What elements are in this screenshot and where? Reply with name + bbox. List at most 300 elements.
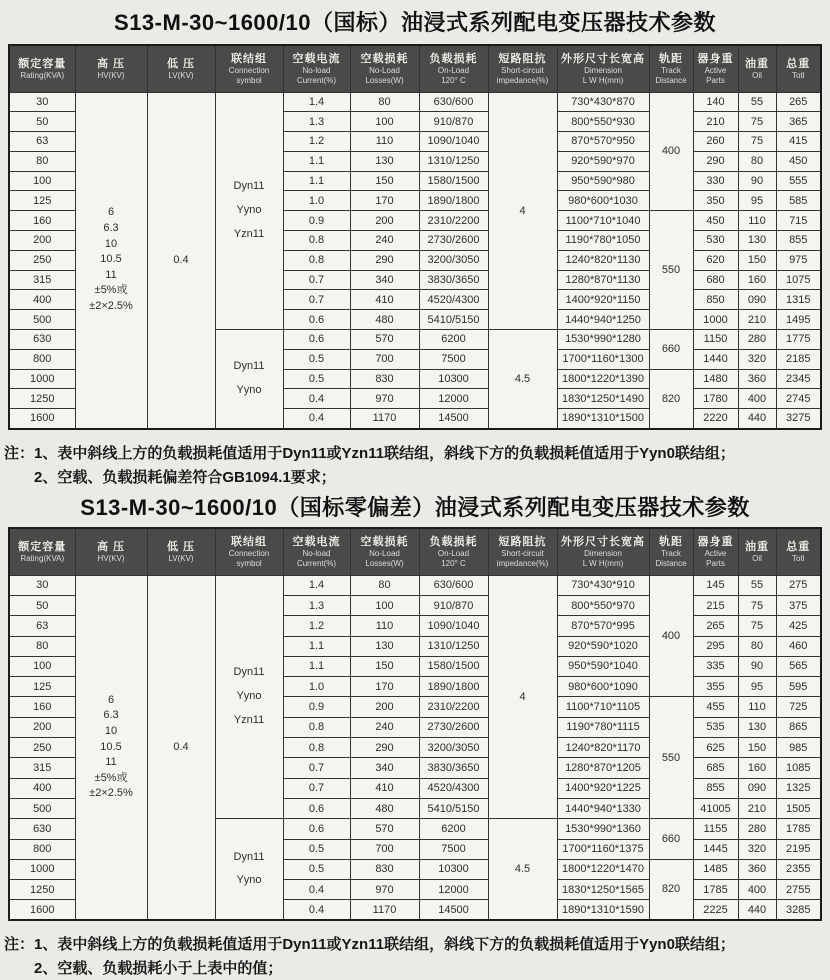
cell-noload: 100 xyxy=(350,595,419,615)
cell-onload: 10300 xyxy=(419,859,488,879)
cell-impedance: 4 xyxy=(488,92,557,330)
header-total: 总重 Totl xyxy=(776,528,821,575)
header-impedance: 短路阻抗 Short-circuit impedance(%) xyxy=(488,528,557,575)
cell-oil: 75 xyxy=(738,616,776,636)
header-row xyxy=(9,45,821,92)
cell-active: 530 xyxy=(693,231,738,251)
header-oil: 油重 Oil xyxy=(738,45,776,92)
cell-dimension: 800*550*970 xyxy=(557,595,649,615)
cell-total: 565 xyxy=(776,656,821,676)
cell-active: 335 xyxy=(693,656,738,676)
cell-dimension: 1100*710*1040 xyxy=(557,211,649,231)
cell-active: 1150 xyxy=(693,330,738,350)
cell-noload: 200 xyxy=(350,211,419,231)
cell-current: 1.4 xyxy=(283,575,350,595)
cell-track: 820 xyxy=(649,369,693,428)
notes-block xyxy=(4,934,830,980)
cell-current: 0.7 xyxy=(283,778,350,798)
cell-total: 1075 xyxy=(776,270,821,290)
cell-active: 41005 xyxy=(693,798,738,818)
cell-connection: Dyn11 Yyno xyxy=(215,819,283,920)
cell-active: 450 xyxy=(693,211,738,231)
cell-total: 1085 xyxy=(776,758,821,778)
cell-active: 535 xyxy=(693,717,738,737)
cell-onload: 6200 xyxy=(419,330,488,350)
cell-rating: 30 xyxy=(9,92,75,112)
cell-dimension: 1100*710*1105 xyxy=(557,697,649,717)
cell-rating: 200 xyxy=(9,231,75,251)
transformer-parameters-table-gb xyxy=(8,44,822,430)
cell-onload: 1890/1800 xyxy=(419,677,488,697)
cell-noload: 480 xyxy=(350,310,419,330)
cell-hv: 6 6.3 10 10.5 11 ±5%或 ±2×2.5% xyxy=(75,92,147,429)
cell-noload: 830 xyxy=(350,369,419,389)
cell-dimension: 1240*820*1170 xyxy=(557,738,649,758)
cell-total: 715 xyxy=(776,211,821,231)
header-onload: 负载损耗 On-Load 120° C xyxy=(419,528,488,575)
cell-total: 450 xyxy=(776,151,821,171)
cell-oil: 150 xyxy=(738,250,776,270)
cell-dimension: 1440*940*1330 xyxy=(557,798,649,818)
cell-total: 2195 xyxy=(776,839,821,859)
cell-noload: 480 xyxy=(350,798,419,818)
cell-current: 0.5 xyxy=(283,859,350,879)
cell-current: 0.4 xyxy=(283,389,350,409)
cell-rating: 1000 xyxy=(9,369,75,389)
cell-dimension: 1190*780*1050 xyxy=(557,231,649,251)
cell-total: 3285 xyxy=(776,900,821,920)
cell-onload: 1580/1500 xyxy=(419,656,488,676)
cell-onload: 5410/5150 xyxy=(419,798,488,818)
notes-block xyxy=(4,443,830,489)
cell-rating: 50 xyxy=(9,112,75,132)
cell-dimension: 1190*780*1115 xyxy=(557,717,649,737)
table-row xyxy=(9,575,821,595)
cell-oil: 360 xyxy=(738,369,776,389)
cell-hv: 6 6.3 10 10.5 11 ±5%或 ±2×2.5% xyxy=(75,575,147,920)
cell-onload: 14500 xyxy=(419,900,488,920)
cell-dimension: 1240*820*1130 xyxy=(557,250,649,270)
header-rating: 额定容量 Rating(KVA) xyxy=(9,528,75,575)
note-line-1: 注：1、表中斜线上方的负载损耗值适用于Dyn11或Yzn11联结组，斜线下方的负载损耗值适用于Yyn0联结组； xyxy=(4,444,735,462)
cell-current: 0.6 xyxy=(283,819,350,839)
cell-dimension: 730*430*870 xyxy=(557,92,649,112)
cell-active: 145 xyxy=(693,575,738,595)
cell-noload: 240 xyxy=(350,231,419,251)
cell-total: 365 xyxy=(776,112,821,132)
cell-total: 1495 xyxy=(776,310,821,330)
cell-current: 0.4 xyxy=(283,409,350,429)
cell-dimension: 1830*1250*1565 xyxy=(557,880,649,900)
cell-connection: Dyn11 Yyno Yzn11 xyxy=(215,92,283,330)
cell-active: 855 xyxy=(693,778,738,798)
cell-total: 2755 xyxy=(776,880,821,900)
header-total: 总重 Totl xyxy=(776,45,821,92)
cell-total: 275 xyxy=(776,575,821,595)
cell-onload: 1310/1250 xyxy=(419,636,488,656)
cell-total: 415 xyxy=(776,132,821,152)
cell-active: 330 xyxy=(693,171,738,191)
cell-active: 1445 xyxy=(693,839,738,859)
header-hv: 高 压 HV(KV) xyxy=(75,528,147,575)
cell-rating: 80 xyxy=(9,636,75,656)
cell-onload: 2730/2600 xyxy=(419,231,488,251)
table-row xyxy=(9,92,821,112)
cell-dimension: 1530*990*1280 xyxy=(557,330,649,350)
cell-oil: 280 xyxy=(738,819,776,839)
cell-onload: 910/870 xyxy=(419,112,488,132)
cell-rating: 1000 xyxy=(9,859,75,879)
cell-noload: 110 xyxy=(350,616,419,636)
cell-active: 355 xyxy=(693,677,738,697)
cell-lv: 0.4 xyxy=(147,575,215,920)
header-rating: 额定容量 Rating(KVA) xyxy=(9,45,75,92)
cell-rating: 315 xyxy=(9,270,75,290)
cell-dimension: 1400*920*1150 xyxy=(557,290,649,310)
cell-current: 1.1 xyxy=(283,171,350,191)
header-noload: 空载损耗 No-Load Losses(W) xyxy=(350,45,419,92)
cell-current: 0.8 xyxy=(283,250,350,270)
cell-dimension: 1700*1160*1375 xyxy=(557,839,649,859)
cell-dimension: 1280*870*1205 xyxy=(557,758,649,778)
cell-current: 0.6 xyxy=(283,310,350,330)
cell-onload: 1090/1040 xyxy=(419,616,488,636)
cell-active: 1000 xyxy=(693,310,738,330)
cell-oil: 55 xyxy=(738,575,776,595)
note-line-2: 2、空载、负载损耗偏差符合GB1094.1要求； xyxy=(34,468,336,486)
cell-onload: 6200 xyxy=(419,819,488,839)
cell-current: 1.1 xyxy=(283,656,350,676)
cell-total: 585 xyxy=(776,191,821,211)
header-hv: 高 压 HV(KV) xyxy=(75,45,147,92)
cell-onload: 1580/1500 xyxy=(419,171,488,191)
header-connection: 联结组 Connection symbol xyxy=(215,45,283,92)
cell-rating: 125 xyxy=(9,677,75,697)
table-body xyxy=(9,575,821,920)
cell-current: 0.5 xyxy=(283,839,350,859)
cell-total: 375 xyxy=(776,595,821,615)
header-current: 空载电流 No-load Current(%) xyxy=(283,528,350,575)
cell-total: 1775 xyxy=(776,330,821,350)
cell-rating: 160 xyxy=(9,697,75,717)
cell-dimension: 1700*1160*1300 xyxy=(557,349,649,369)
cell-onload: 4520/4300 xyxy=(419,290,488,310)
header-lv: 低 压 LV(KV) xyxy=(147,45,215,92)
cell-oil: 90 xyxy=(738,171,776,191)
cell-active: 620 xyxy=(693,250,738,270)
cell-impedance: 4.5 xyxy=(488,819,557,920)
cell-rating: 50 xyxy=(9,595,75,615)
cell-current: 1.1 xyxy=(283,151,350,171)
cell-noload: 290 xyxy=(350,250,419,270)
cell-active: 1780 xyxy=(693,389,738,409)
cell-onload: 12000 xyxy=(419,389,488,409)
cell-active: 455 xyxy=(693,697,738,717)
cell-active: 850 xyxy=(693,290,738,310)
cell-rating: 160 xyxy=(9,211,75,231)
cell-onload: 10300 xyxy=(419,369,488,389)
cell-active: 295 xyxy=(693,636,738,656)
cell-noload: 240 xyxy=(350,717,419,737)
header-lv: 低 压 LV(KV) xyxy=(147,528,215,575)
cell-current: 1.1 xyxy=(283,636,350,656)
cell-onload: 7500 xyxy=(419,349,488,369)
cell-onload: 2310/2200 xyxy=(419,697,488,717)
header-impedance: 短路阻抗 Short-circuit impedance(%) xyxy=(488,45,557,92)
table-header xyxy=(9,45,821,92)
cell-rating: 250 xyxy=(9,250,75,270)
cell-active: 215 xyxy=(693,595,738,615)
cell-noload: 700 xyxy=(350,839,419,859)
cell-noload: 340 xyxy=(350,758,419,778)
cell-onload: 2310/2200 xyxy=(419,211,488,231)
cell-current: 1.2 xyxy=(283,616,350,636)
cell-total: 555 xyxy=(776,171,821,191)
cell-active: 1480 xyxy=(693,369,738,389)
cell-rating: 630 xyxy=(9,330,75,350)
cell-total: 725 xyxy=(776,697,821,717)
cell-total: 425 xyxy=(776,616,821,636)
cell-rating: 800 xyxy=(9,349,75,369)
cell-total: 595 xyxy=(776,677,821,697)
cell-oil: 440 xyxy=(738,900,776,920)
cell-rating: 500 xyxy=(9,310,75,330)
cell-total: 2745 xyxy=(776,389,821,409)
cell-active: 1785 xyxy=(693,880,738,900)
cell-noload: 700 xyxy=(350,349,419,369)
cell-dimension: 920*590*970 xyxy=(557,151,649,171)
header-track: 轨距 Track Distance xyxy=(649,528,693,575)
cell-rating: 250 xyxy=(9,738,75,758)
cell-oil: 210 xyxy=(738,798,776,818)
cell-rating: 1600 xyxy=(9,900,75,920)
cell-dimension: 1400*920*1225 xyxy=(557,778,649,798)
cell-track: 400 xyxy=(649,92,693,211)
cell-current: 0.8 xyxy=(283,738,350,758)
cell-oil: 110 xyxy=(738,697,776,717)
cell-rating: 630 xyxy=(9,819,75,839)
cell-total: 1785 xyxy=(776,819,821,839)
header-connection: 联结组 Connection symbol xyxy=(215,528,283,575)
cell-current: 0.7 xyxy=(283,270,350,290)
cell-current: 0.9 xyxy=(283,211,350,231)
cell-current: 0.5 xyxy=(283,349,350,369)
cell-dimension: 1830*1250*1490 xyxy=(557,389,649,409)
cell-current: 0.6 xyxy=(283,798,350,818)
cell-total: 1325 xyxy=(776,778,821,798)
cell-dimension: 1280*870*1130 xyxy=(557,270,649,290)
cell-onload: 3200/3050 xyxy=(419,738,488,758)
cell-dimension: 1800*1220*1390 xyxy=(557,369,649,389)
table-section-gb xyxy=(0,6,830,488)
cell-oil: 95 xyxy=(738,677,776,697)
cell-oil: 090 xyxy=(738,290,776,310)
cell-active: 680 xyxy=(693,270,738,290)
cell-active: 2220 xyxy=(693,409,738,429)
cell-oil: 320 xyxy=(738,839,776,859)
cell-oil: 440 xyxy=(738,409,776,429)
cell-dimension: 980*600*1030 xyxy=(557,191,649,211)
cell-noload: 570 xyxy=(350,330,419,350)
cell-onload: 1890/1800 xyxy=(419,191,488,211)
cell-active: 260 xyxy=(693,132,738,152)
cell-onload: 7500 xyxy=(419,839,488,859)
header-current: 空载电流 No-load Current(%) xyxy=(283,45,350,92)
cell-oil: 80 xyxy=(738,636,776,656)
cell-total: 1315 xyxy=(776,290,821,310)
cell-current: 1.4 xyxy=(283,92,350,112)
cell-oil: 210 xyxy=(738,310,776,330)
cell-connection: Dyn11 Yyno Yzn11 xyxy=(215,575,283,819)
cell-oil: 280 xyxy=(738,330,776,350)
cell-current: 1.3 xyxy=(283,112,350,132)
cell-noload: 970 xyxy=(350,389,419,409)
cell-onload: 910/870 xyxy=(419,595,488,615)
cell-noload: 80 xyxy=(350,92,419,112)
cell-active: 2225 xyxy=(693,900,738,920)
cell-impedance: 4 xyxy=(488,575,557,819)
header-noload: 空载损耗 No-Load Losses(W) xyxy=(350,528,419,575)
cell-current: 1.3 xyxy=(283,595,350,615)
cell-track: 400 xyxy=(649,575,693,697)
cell-noload: 150 xyxy=(350,656,419,676)
transformer-parameters-table-gb-zero-deviation xyxy=(8,527,822,921)
table-section-gb-zero-deviation xyxy=(0,491,830,980)
cell-rating: 1250 xyxy=(9,389,75,409)
cell-oil: 320 xyxy=(738,349,776,369)
cell-oil: 090 xyxy=(738,778,776,798)
cell-total: 975 xyxy=(776,250,821,270)
cell-current: 1.0 xyxy=(283,191,350,211)
cell-rating: 63 xyxy=(9,616,75,636)
cell-active: 140 xyxy=(693,92,738,112)
cell-oil: 75 xyxy=(738,132,776,152)
cell-rating: 500 xyxy=(9,798,75,818)
cell-noload: 410 xyxy=(350,778,419,798)
note-line-1: 注：1、表中斜线上方的负载损耗值适用于Dyn11或Yzn11联结组，斜线下方的负载损耗值适用于Yyn0联结组； xyxy=(4,936,735,954)
cell-current: 0.4 xyxy=(283,900,350,920)
cell-active: 1155 xyxy=(693,819,738,839)
cell-rating: 1250 xyxy=(9,880,75,900)
cell-onload: 1090/1040 xyxy=(419,132,488,152)
cell-current: 0.4 xyxy=(283,880,350,900)
cell-rating: 100 xyxy=(9,656,75,676)
header-onload: 负载损耗 On-Load 120° C xyxy=(419,45,488,92)
cell-rating: 400 xyxy=(9,778,75,798)
cell-current: 0.8 xyxy=(283,717,350,737)
cell-dimension: 980*600*1090 xyxy=(557,677,649,697)
cell-dimension: 1890*1310*1590 xyxy=(557,900,649,920)
cell-rating: 30 xyxy=(9,575,75,595)
cell-track: 660 xyxy=(649,330,693,370)
cell-noload: 830 xyxy=(350,859,419,879)
cell-onload: 3830/3650 xyxy=(419,270,488,290)
cell-dimension: 1440*940*1250 xyxy=(557,310,649,330)
cell-noload: 110 xyxy=(350,132,419,152)
cell-rating: 1600 xyxy=(9,409,75,429)
cell-track: 550 xyxy=(649,211,693,330)
cell-onload: 3830/3650 xyxy=(419,758,488,778)
cell-total: 2355 xyxy=(776,859,821,879)
cell-noload: 410 xyxy=(350,290,419,310)
cell-oil: 130 xyxy=(738,231,776,251)
cell-onload: 630/600 xyxy=(419,92,488,112)
note-line-2: 2、空载、负载损耗小于上表中的值； xyxy=(34,960,283,978)
cell-oil: 400 xyxy=(738,389,776,409)
cell-oil: 75 xyxy=(738,112,776,132)
header-track: 轨距 Track Distance xyxy=(649,45,693,92)
table-body xyxy=(9,92,821,429)
cell-oil: 80 xyxy=(738,151,776,171)
cell-dimension: 950*590*980 xyxy=(557,171,649,191)
cell-oil: 95 xyxy=(738,191,776,211)
cell-current: 0.7 xyxy=(283,290,350,310)
cell-oil: 360 xyxy=(738,859,776,879)
cell-total: 985 xyxy=(776,738,821,758)
cell-noload: 970 xyxy=(350,880,419,900)
cell-rating: 400 xyxy=(9,290,75,310)
cell-onload: 5410/5150 xyxy=(419,310,488,330)
cell-oil: 150 xyxy=(738,738,776,758)
cell-noload: 130 xyxy=(350,636,419,656)
cell-rating: 200 xyxy=(9,717,75,737)
cell-noload: 290 xyxy=(350,738,419,758)
cell-oil: 55 xyxy=(738,92,776,112)
cell-impedance: 4.5 xyxy=(488,330,557,429)
table-header xyxy=(9,528,821,575)
cell-total: 2345 xyxy=(776,369,821,389)
cell-active: 210 xyxy=(693,112,738,132)
cell-lv: 0.4 xyxy=(147,92,215,429)
cell-dimension: 730*430*910 xyxy=(557,575,649,595)
cell-track: 660 xyxy=(649,819,693,860)
cell-oil: 130 xyxy=(738,717,776,737)
cell-dimension: 1890*1310*1500 xyxy=(557,409,649,429)
cell-total: 855 xyxy=(776,231,821,251)
cell-oil: 160 xyxy=(738,758,776,778)
cell-total: 460 xyxy=(776,636,821,656)
cell-noload: 170 xyxy=(350,191,419,211)
cell-current: 0.6 xyxy=(283,330,350,350)
cell-noload: 570 xyxy=(350,819,419,839)
cell-noload: 340 xyxy=(350,270,419,290)
cell-onload: 4520/4300 xyxy=(419,778,488,798)
cell-active: 265 xyxy=(693,616,738,636)
cell-onload: 630/600 xyxy=(419,575,488,595)
cell-noload: 200 xyxy=(350,697,419,717)
table-title-gb: S13-M-30~1600/10（国标）油浸式系列配电变压器技术参数 xyxy=(114,10,716,35)
cell-rating: 63 xyxy=(9,132,75,152)
cell-track: 550 xyxy=(649,697,693,819)
cell-dimension: 920*590*1020 xyxy=(557,636,649,656)
header-active: 器身重 Active Parts xyxy=(693,528,738,575)
cell-connection: Dyn11 Yyno xyxy=(215,330,283,429)
cell-current: 0.5 xyxy=(283,369,350,389)
cell-total: 3275 xyxy=(776,409,821,429)
cell-onload: 2730/2600 xyxy=(419,717,488,737)
cell-total: 1505 xyxy=(776,798,821,818)
cell-oil: 90 xyxy=(738,656,776,676)
cell-total: 2185 xyxy=(776,349,821,369)
cell-current: 0.9 xyxy=(283,697,350,717)
cell-oil: 75 xyxy=(738,595,776,615)
cell-noload: 1170 xyxy=(350,409,419,429)
cell-rating: 80 xyxy=(9,151,75,171)
cell-rating: 125 xyxy=(9,191,75,211)
cell-rating: 315 xyxy=(9,758,75,778)
cell-active: 350 xyxy=(693,191,738,211)
cell-noload: 100 xyxy=(350,112,419,132)
